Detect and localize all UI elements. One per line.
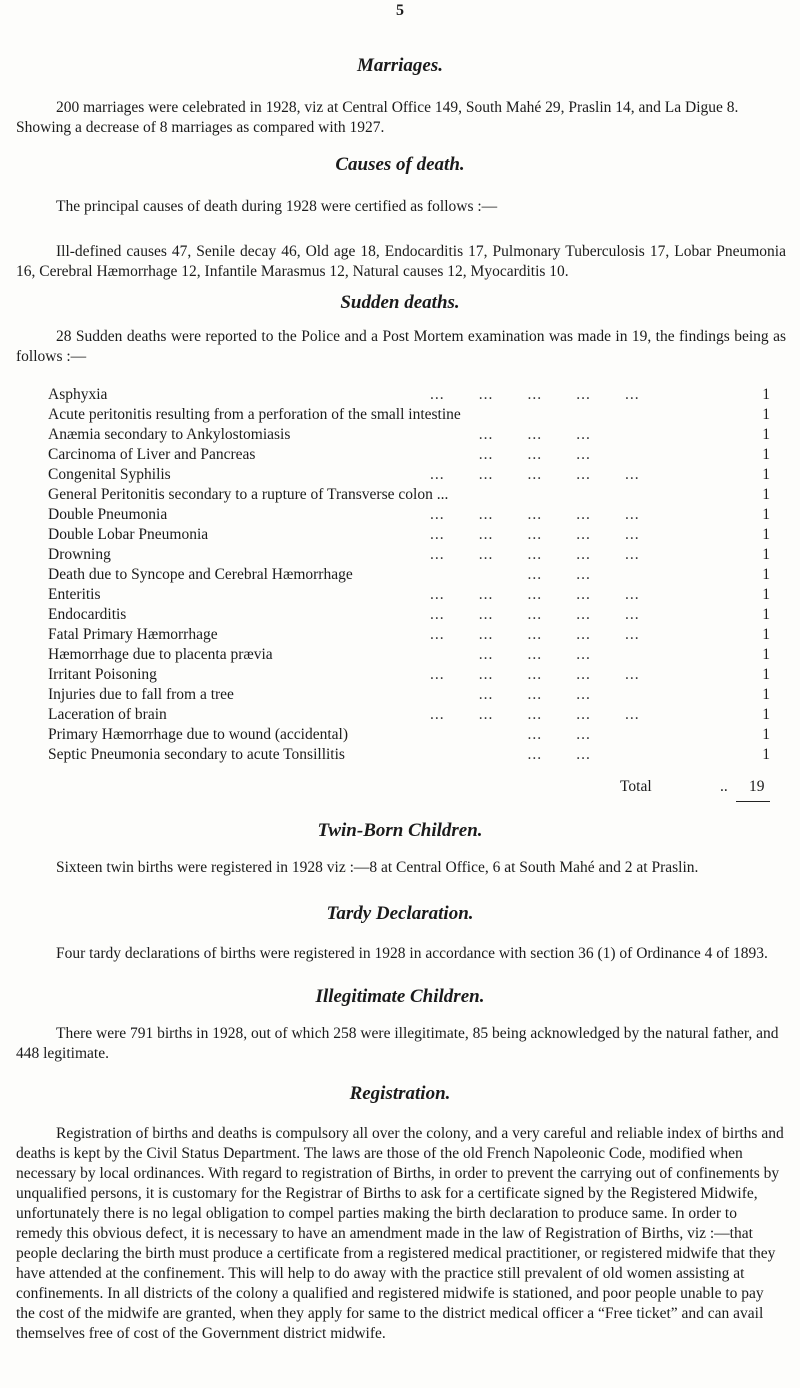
table-row xyxy=(48,745,770,764)
finding-label: Anæmia secondary to Ankylostomiasis xyxy=(48,426,291,443)
finding-label: Irritant Poisoning xyxy=(48,666,157,683)
finding-count: 1 xyxy=(762,606,770,623)
finding-label: Primary Hæmorrhage due to wound (accidental) xyxy=(48,726,349,743)
finding-label: Fatal Primary Hæmorrhage xyxy=(48,626,218,643)
registration-paragraph: Registration of births and deaths is compulsory all over the colony, and a very careful and reliable index of births and deaths is kept by the Civil Status Department. The laws are those of the old French Napoleonic Code, modified when necessary by local ordinances. With regard to registration of Births, in order to prevent the carrying out of confinements by unqualified persons, it is customary for the Registrar of Births to ask for a certificate signed by the Registered Midwife, unfortunately there is no legal obligation to compel parties making the birth declaration to produce same. In order to remedy this obvious defect, it is necessary to have an amendment made in the law of Registration of Births, viz :—that people declaring the birth must produce a certificate from a registered medical practitioner, or registered midwife that they have attended at the confinement. This will help to do away with the practice still prevalent of old women assisting at confinements. In all districts of the colony a qualified and registered midwife is stationed, and poor people unable to pay the cost of the midwife are granted, when they apply for same to the district medical officer a “Free ticket” and can avail themselves free of cost of the Government district midwife. xyxy=(16,1125,784,1342)
marriages-paragraph: 200 marriages were celebrated in 1928, viz at Central Office 149, South Mahé 29, Praslin 14, and La Digue 8. Showing a decrease of 8 marriages as compared with 1927. xyxy=(16,99,739,136)
total-value: 19 xyxy=(749,778,765,795)
finding-count: 1 xyxy=(762,586,770,603)
sudden-deaths-intro: 28 Sudden deaths were reported to the Police and a Post Mortem examination was made in 19, the findings being as follows :— xyxy=(16,328,786,365)
table-row xyxy=(48,645,770,664)
finding-count: 1 xyxy=(762,386,770,403)
leader-dots: ... ... ... xyxy=(430,446,591,463)
finding-count: 1 xyxy=(762,446,770,463)
total-label: Total xyxy=(620,778,652,795)
table-row xyxy=(48,665,770,684)
table-row xyxy=(48,605,770,624)
marriages-heading: Marriages. xyxy=(356,55,444,76)
finding-count: 1 xyxy=(762,706,770,723)
finding-label: Acute peritonitis resulting from a perforation of the small intestine xyxy=(48,406,461,423)
twin-born-heading: Twin-Born Children. xyxy=(317,820,483,841)
finding-label: Laceration of brain xyxy=(48,706,167,723)
finding-label: Drowning xyxy=(48,546,111,563)
leader-dots: .. xyxy=(720,778,728,795)
table-row xyxy=(48,445,770,464)
finding-count: 1 xyxy=(762,646,770,663)
leader-dots: ... ... ... ... ... xyxy=(430,666,640,683)
finding-count: 1 xyxy=(762,746,770,763)
table-row xyxy=(48,405,770,424)
table-row xyxy=(48,685,770,704)
leader-dots: ... ... ... xyxy=(430,426,591,443)
illegitimate-heading: Illegitimate Children. xyxy=(315,986,485,1007)
finding-count: 1 xyxy=(762,546,770,563)
leader-dots: ... ... ... ... ... xyxy=(430,626,640,643)
leader-dots: ... ... ... ... ... xyxy=(430,606,640,623)
causes-list: Ill-defined causes 47, Senile decay 46, Old age 18, Endocarditis 17, Pulmonary Tuberculosis 17, Lobar Pneumonia 16, Cerebral Hæmorrhage 12, Infantile Marasmus 12, Natural causes 12, Myocarditis 10. xyxy=(16,243,786,280)
table-row xyxy=(48,385,770,404)
registration-heading: Registration. xyxy=(349,1083,451,1104)
table-row xyxy=(48,625,770,644)
table-row xyxy=(48,465,770,484)
finding-count: 1 xyxy=(762,566,770,583)
page-number: 5 xyxy=(396,2,404,19)
leader-dots: ... ... xyxy=(430,726,591,743)
table-row xyxy=(48,485,770,504)
finding-label: Injuries due to fall from a tree xyxy=(48,686,234,703)
finding-count: 1 xyxy=(762,526,770,543)
leader-dots: ... ... xyxy=(430,566,591,583)
leader-dots: ... ... ... ... ... xyxy=(430,526,640,543)
finding-label: Double Lobar Pneumonia xyxy=(48,526,209,543)
table-row xyxy=(48,705,770,724)
causes-heading: Causes of death. xyxy=(335,154,465,175)
leader-dots: ... ... ... ... ... xyxy=(430,546,640,563)
finding-label: Carcinoma of Liver and Pancreas xyxy=(48,446,256,463)
finding-count: 1 xyxy=(762,486,770,503)
sudden-deaths-heading: Sudden deaths. xyxy=(340,292,460,313)
finding-label: Asphyxia xyxy=(48,386,108,403)
leader-dots: ... ... ... xyxy=(430,686,591,703)
tardy-declaration-paragraph: Four tardy declarations of births were registered in 1928 in accordance with section 36 (1) of Ordinance 4 of 1893. xyxy=(56,945,768,962)
finding-label: Double Pneumonia xyxy=(48,506,168,523)
twin-born-paragraph: Sixteen twin births were registered in 1928 viz :—8 at Central Office, 6 at South Mahé and 2 at Praslin. xyxy=(56,859,699,876)
leader-dots: ... ... ... xyxy=(430,646,591,663)
finding-count: 1 xyxy=(762,626,770,643)
finding-label: Endocarditis xyxy=(48,606,127,623)
causes-intro: The principal causes of death during 1928 were certified as follows :— xyxy=(56,198,498,215)
finding-label: Septic Pneumonia secondary to acute Tonsillitis xyxy=(48,746,345,763)
table-row xyxy=(48,725,770,744)
finding-label: Death due to Syncope and Cerebral Hæmorrhage xyxy=(48,566,353,583)
finding-label: Enteritis xyxy=(48,586,101,603)
finding-count: 1 xyxy=(762,506,770,523)
finding-count: 1 xyxy=(762,686,770,703)
table-row xyxy=(48,505,770,524)
finding-count: 1 xyxy=(762,406,770,423)
finding-label: Hæmorrhage due to placenta prævia xyxy=(48,646,273,663)
finding-count: 1 xyxy=(762,466,770,483)
tardy-declaration-heading: Tardy Declaration. xyxy=(326,903,474,924)
table-row xyxy=(48,565,770,584)
leader-dots: ... ... ... ... ... xyxy=(430,466,640,483)
leader-dots: ... ... ... ... ... xyxy=(430,586,640,603)
finding-label: General Peritonitis secondary to a rupture of Transverse colon ... xyxy=(48,486,449,503)
table-row xyxy=(48,425,770,444)
leader-dots: ... ... ... ... ... xyxy=(430,386,640,403)
finding-count: 1 xyxy=(762,666,770,683)
table-row xyxy=(48,585,770,604)
illegitimate-paragraph: There were 791 births in 1928, out of which 258 were illegitimate, 85 being acknowledged by the natural father, and 448 legitimate. xyxy=(16,1025,779,1062)
leader-dots: ... ... xyxy=(430,746,591,763)
table-row xyxy=(48,525,770,544)
leader-dots: ... ... ... ... ... xyxy=(430,706,640,723)
finding-count: 1 xyxy=(762,426,770,443)
total-underline xyxy=(736,801,770,802)
table-row xyxy=(48,545,770,564)
leader-dots: ... ... ... ... ... xyxy=(430,506,640,523)
finding-count: 1 xyxy=(762,726,770,743)
finding-label: Congenital Syphilis xyxy=(48,466,171,483)
